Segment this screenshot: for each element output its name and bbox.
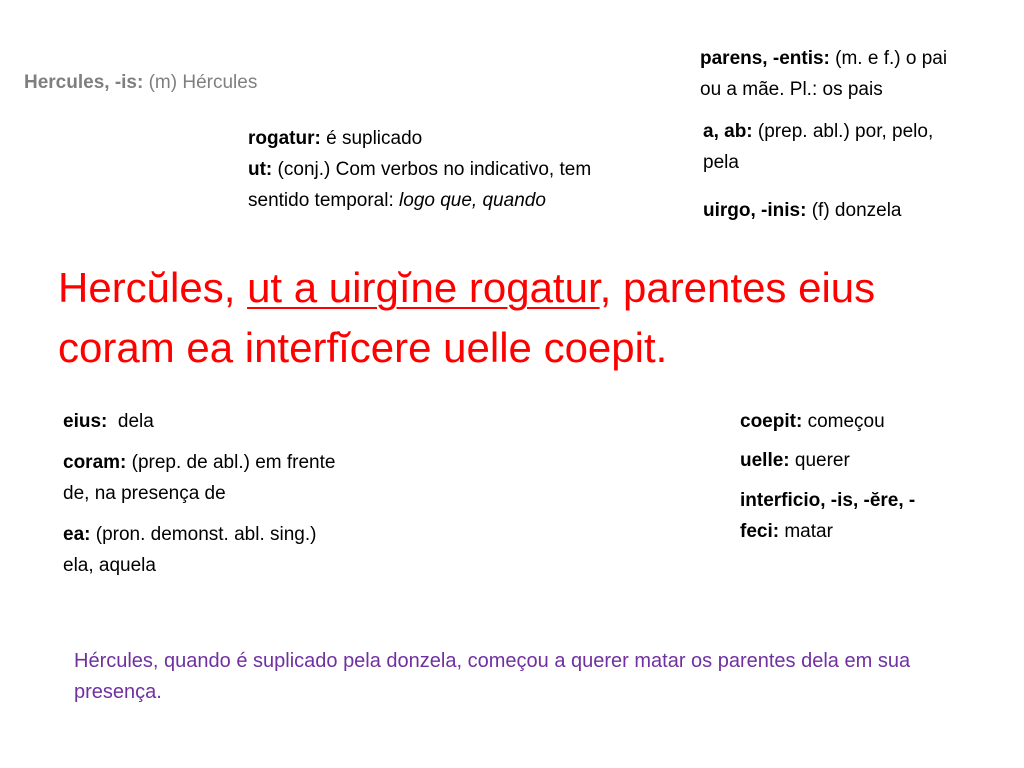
note-definition: (f) donzela [811, 200, 902, 221]
note-coepit [740, 406, 1010, 437]
note-term: coram: [63, 452, 127, 473]
note-coram [63, 447, 338, 509]
note-eius [63, 406, 343, 437]
note-definition: (pron. demonst. abl. sing.) ela, aquela [63, 524, 317, 576]
note-definition-italic: logo que, quando [399, 190, 546, 211]
note-term: eius: [63, 411, 108, 432]
note-term: rogatur: [248, 128, 321, 149]
note-definition: querer [794, 450, 850, 471]
latin-sentence [58, 258, 958, 378]
note-definition: (prep. de abl.) em frente de, na presença de [63, 452, 336, 504]
note-aab [703, 116, 953, 178]
sentence-underlined-clause: ut a uirgĭne rogatur [247, 264, 600, 311]
note-term: ea: [63, 524, 91, 545]
translation: Hércules, quando é suplicado pela donzela, começou a querer matar os parentes dela em sua presença. [74, 650, 911, 703]
note-term: Hercules, -is: [24, 72, 144, 93]
note-term: ut: [248, 159, 273, 180]
note-uirgo [703, 195, 1003, 226]
note-definition: começou [807, 411, 885, 432]
note-definition: (m) Hércules [148, 72, 258, 93]
note-parens [700, 43, 965, 105]
note-interficio [740, 485, 950, 547]
note-term: coepit: [740, 411, 803, 432]
note-term: parens, -entis: [700, 48, 830, 69]
note-definition: (m. e f.) o pai ou a mãe. Pl.: os pais [700, 48, 948, 100]
note-rogatur [248, 123, 633, 154]
note-definition: (conj.) Com verbos no indicativo, tem sentido temporal: [248, 159, 592, 211]
note-ut [248, 154, 633, 216]
sentence-part2: , parentes eius coram ea interfĭcere uelle coepit. [58, 264, 876, 371]
sentence-part1: Hercŭles, [58, 264, 248, 311]
note-term: a, ab: [703, 121, 753, 142]
note-hercules [24, 67, 324, 98]
note-definition: matar [784, 521, 833, 542]
note-term: uelle: [740, 450, 790, 471]
note-definition: é suplicado [326, 128, 423, 149]
note-term: uirgo, -inis: [703, 200, 807, 221]
note-rogatur-ut [248, 123, 633, 216]
note-uelle [740, 445, 1010, 476]
note-definition: (prep. abl.) por, pelo, pela [703, 121, 934, 173]
note-definition: dela [117, 411, 154, 432]
note-ea [63, 519, 338, 581]
note-term: interficio, -is, -ĕre, -feci: [740, 490, 916, 542]
